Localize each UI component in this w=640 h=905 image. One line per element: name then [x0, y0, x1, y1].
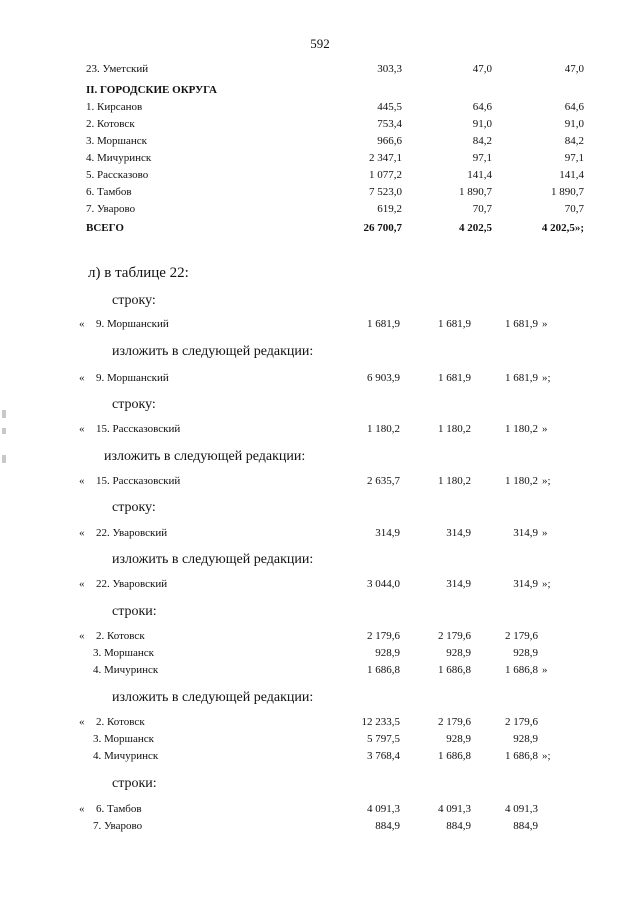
row-label: 22. Уваровский: [96, 578, 168, 590]
table-row: [0, 820, 640, 838]
open-quote: «: [79, 475, 85, 487]
close-quote: »;: [542, 750, 551, 762]
table-row: [0, 186, 640, 204]
value-col1: 6 903,9: [367, 372, 400, 384]
instruction-text: строку:: [112, 397, 156, 412]
value-col2: 141,4: [467, 169, 492, 181]
value-col1: 12 233,5: [361, 716, 400, 728]
table-row: [0, 135, 640, 153]
close-quote: »: [542, 423, 548, 435]
row-label: 6. Тамбов: [96, 803, 142, 815]
row-label: II. ГОРОДСКИЕ ОКРУГА: [86, 84, 217, 96]
row-label: 22. Уваровский: [96, 527, 168, 539]
value-col2: 1 890,7: [459, 186, 492, 198]
table-row: [0, 152, 640, 170]
value-col2: 1 681,9: [438, 318, 471, 330]
value-col3: 1 686,8: [505, 750, 538, 762]
row-label: 4. Мичуринск: [86, 152, 152, 164]
value-col3: 91,0: [564, 118, 584, 130]
row-label: 4. Мичуринск: [93, 750, 159, 762]
table-row: [0, 630, 640, 648]
value-col2: 97,1: [472, 152, 492, 164]
table-row: [0, 101, 640, 119]
value-col3: 2 179,6: [505, 630, 538, 642]
value-col3: 1 180,2: [505, 475, 538, 487]
margin-mark: [2, 410, 6, 418]
table-row: [0, 118, 640, 136]
value-col1: 3 768,4: [367, 750, 400, 762]
value-col3: 314,9: [513, 527, 538, 539]
value-col1: 928,9: [375, 647, 400, 659]
value-col1: 1 077,2: [369, 169, 402, 181]
value-col3: 141,4: [559, 169, 584, 181]
row-label: 3. Моршанск: [93, 647, 154, 659]
value-col3: 4 091,3: [505, 803, 538, 815]
table-row: [0, 169, 640, 187]
instruction-text: строку:: [112, 500, 156, 515]
value-col3: 97,1: [564, 152, 584, 164]
row-label: ВСЕГО: [86, 222, 124, 234]
instruction-text: строки:: [112, 604, 157, 619]
table-row: [0, 578, 640, 596]
close-quote: »;: [542, 475, 551, 487]
row-label: 3. Моршанск: [93, 733, 154, 745]
value-col2: 1 686,8: [438, 750, 471, 762]
value-col2: 4 091,3: [438, 803, 471, 815]
value-col2: 928,9: [446, 647, 471, 659]
value-col1: 1 686,8: [367, 664, 400, 676]
table-row: [0, 527, 640, 545]
row-label: 7. Уварово: [86, 203, 136, 215]
row-label: 7. Уварово: [93, 820, 143, 832]
open-quote: «: [79, 527, 85, 539]
value-col2: 91,0: [472, 118, 492, 130]
value-col2: 928,9: [446, 733, 471, 745]
value-col1: 884,9: [375, 820, 400, 832]
table-row: [0, 803, 640, 821]
table-row: [0, 84, 640, 102]
instruction-text: строку:: [112, 293, 156, 308]
table-row: [0, 733, 640, 751]
value-col3: 84,2: [564, 135, 584, 147]
table-row: [0, 222, 640, 240]
close-quote: »;: [542, 578, 551, 590]
table-row: [0, 475, 640, 493]
value-col1: 2 179,6: [367, 630, 400, 642]
value-col1: 966,6: [377, 135, 402, 147]
value-col3: 1 890,7: [551, 186, 584, 198]
value-col1: 1 180,2: [367, 423, 400, 435]
value-col3: 928,9: [513, 647, 538, 659]
value-col3: 1 681,9: [505, 372, 538, 384]
value-col2: 1 180,2: [438, 475, 471, 487]
table-row: [0, 750, 640, 768]
value-col1: 1 681,9: [367, 318, 400, 330]
row-label: 15. Рассказовский: [96, 423, 181, 435]
value-col3: 1 180,2: [505, 423, 538, 435]
table-row: [0, 423, 640, 441]
value-col3: 314,9: [513, 578, 538, 590]
instruction-text: изложить в следующей редакции:: [112, 344, 314, 359]
row-label: 2. Котовск: [96, 716, 145, 728]
open-quote: «: [79, 630, 85, 642]
instruction-text: изложить в следующей редакции:: [112, 552, 314, 567]
value-col3: 1 681,9: [505, 318, 538, 330]
row-label: 2. Котовск: [86, 118, 135, 130]
section-heading: л) в таблице 22:: [88, 265, 189, 281]
value-col2: 1 681,9: [438, 372, 471, 384]
table-row: [0, 647, 640, 665]
page-number: 592: [310, 36, 330, 51]
value-col1: 4 091,3: [367, 803, 400, 815]
value-col1: 26 700,7: [363, 222, 402, 234]
row-label: 3. Моршанск: [86, 135, 147, 147]
value-col2: 314,9: [446, 578, 471, 590]
table-row: [0, 203, 640, 221]
instruction-text: изложить в следующей редакции:: [112, 690, 314, 705]
row-label: 23. Уметский: [86, 63, 149, 75]
table-row: [0, 318, 640, 336]
value-col1: 314,9: [375, 527, 400, 539]
instruction-text: изложить в следующей редакции:: [104, 449, 306, 464]
row-label: 2. Котовск: [96, 630, 145, 642]
row-label: 9. Моршанский: [96, 372, 169, 384]
value-col1: 753,4: [377, 118, 402, 130]
value-col1: 619,2: [377, 203, 402, 215]
row-label: 15. Рассказовский: [96, 475, 181, 487]
value-col2: 64,6: [472, 101, 492, 113]
value-col2: 84,2: [472, 135, 492, 147]
value-col1: 445,5: [377, 101, 402, 113]
close-quote: »: [542, 318, 548, 330]
value-col2: 1 686,8: [438, 664, 471, 676]
table-row: [0, 63, 640, 81]
value-col2: 1 180,2: [438, 423, 471, 435]
value-col2: 4 202,5: [459, 222, 492, 234]
row-label: 6. Тамбов: [86, 186, 132, 198]
value-col3: 2 179,6: [505, 716, 538, 728]
value-col1: 2 347,1: [369, 152, 402, 164]
open-quote: «: [79, 372, 85, 384]
value-col1: 5 797,5: [367, 733, 400, 745]
value-col1: 303,3: [377, 63, 402, 75]
row-label: 4. Мичуринск: [93, 664, 159, 676]
close-quote: »: [542, 664, 548, 676]
instruction-text: строки:: [112, 776, 157, 791]
value-col1: 7 523,0: [369, 186, 402, 198]
value-col3: 47,0: [564, 63, 584, 75]
open-quote: «: [79, 716, 85, 728]
value-col3: 1 686,8: [505, 664, 538, 676]
row-label: 9. Моршанский: [96, 318, 169, 330]
open-quote: «: [79, 318, 85, 330]
open-quote: «: [79, 423, 85, 435]
close-quote: »;: [542, 372, 551, 384]
open-quote: «: [79, 578, 85, 590]
margin-mark: [2, 455, 6, 463]
value-col3: 70,7: [564, 203, 584, 215]
value-col2: 314,9: [446, 527, 471, 539]
value-col3: 884,9: [513, 820, 538, 832]
table-row: [0, 716, 640, 734]
row-label: 5. Рассказово: [86, 169, 149, 181]
value-col2: 2 179,6: [438, 716, 471, 728]
value-col1: 3 044,0: [367, 578, 400, 590]
value-col3: 928,9: [513, 733, 538, 745]
table-row: [0, 664, 640, 682]
open-quote: «: [79, 803, 85, 815]
value-col1: 2 635,7: [367, 475, 400, 487]
value-col2: 70,7: [472, 203, 492, 215]
margin-mark: [2, 428, 6, 434]
value-col2: 2 179,6: [438, 630, 471, 642]
value-col3: 4 202,5»;: [541, 222, 584, 234]
close-quote: »: [542, 527, 548, 539]
value-col2: 884,9: [446, 820, 471, 832]
value-col3: 64,6: [564, 101, 584, 113]
row-label: 1. Кирсанов: [86, 101, 143, 113]
value-col2: 47,0: [472, 63, 492, 75]
table-row: [0, 372, 640, 390]
